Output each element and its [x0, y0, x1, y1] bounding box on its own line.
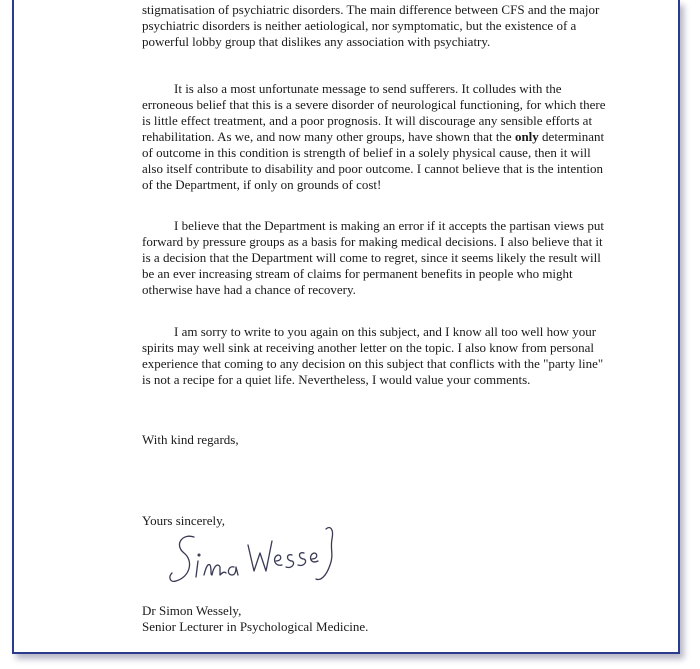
paragraph2-line-1: It is also a most unfortunate message to send sufferers. It colludes with the [174, 81, 562, 96]
letter-page [14, 0, 678, 652]
paragraph2-line-3: is little effect treatment, and a poor prognosis. It will discourage any sensible efforts at [142, 113, 593, 128]
paragraph3-line-4: be an ever increasing stream of claims for permanent benefits in people who might [142, 266, 573, 281]
paragraph3-line-3: is a decision that the Department will come to regret, since it seems likely the result will [142, 250, 601, 265]
paragraph2-line-4-start: rehabilitation. As we, and now many other groups, have shown that the [142, 129, 515, 144]
paragraph4-line-4: is not a recipe for a quiet life. Nevertheless, I would value your comments. [142, 372, 531, 387]
paragraph4-line-2: spirits may well sink at receiving another letter on the topic. I also know from personal [142, 340, 594, 355]
paragraph3-line-5: otherwise have had a chance of recovery. [142, 282, 356, 297]
paragraph4-line-1: I am sorry to write to you again on this subject, and I know all too well how your [174, 324, 597, 339]
paragraph2-line-6: also itself contribute to disability and poor outcome. I cannot believe that is the intention [142, 161, 604, 176]
closing-sincerely: Yours sincerely, [142, 513, 226, 528]
closing-regards: With kind regards, [142, 432, 239, 447]
paragraph2-line-4 [142, 129, 604, 145]
letter-frame [12, 0, 680, 654]
signer-name: Dr Simon Wessely, [142, 603, 242, 618]
paragraph2-line-7: of the Department, if only on grounds of cost! [142, 177, 382, 192]
emphasis-only: only [514, 129, 539, 144]
paragraph4-line-3: experience that coming to any decision on this subject that conflicts with the "party line" [142, 356, 604, 371]
paragraph1-line-3: powerful lobby group that dislikes any association with psychiatry. [142, 34, 491, 49]
paragraph1-line-2: psychiatric disorders is neither aetiological, nor symptomatic, but the existence of a [142, 18, 577, 33]
paragraph3-line-2: forward by pressure groups as a basis for making medical decisions. I also believe that it [142, 234, 603, 249]
handwritten-signature [164, 515, 364, 595]
paragraph1-line-1: stigmatisation of psychiatric disorders. The main difference between CFS and the major [142, 2, 600, 17]
signer-title: Senior Lecturer in Psychological Medicine. [142, 619, 369, 634]
paragraph2-line-5: of outcome in this condition is strength of belief in a solely physical cause, then it will [142, 145, 591, 160]
paragraph3-line-1: I believe that the Department is making an error if it accepts the partisan views put [174, 218, 604, 233]
paragraph2-line-4-end: determinant [538, 129, 605, 144]
paragraph2-line-2: erroneous belief that this is a severe disorder of neurological functioning, for which there [142, 97, 606, 112]
